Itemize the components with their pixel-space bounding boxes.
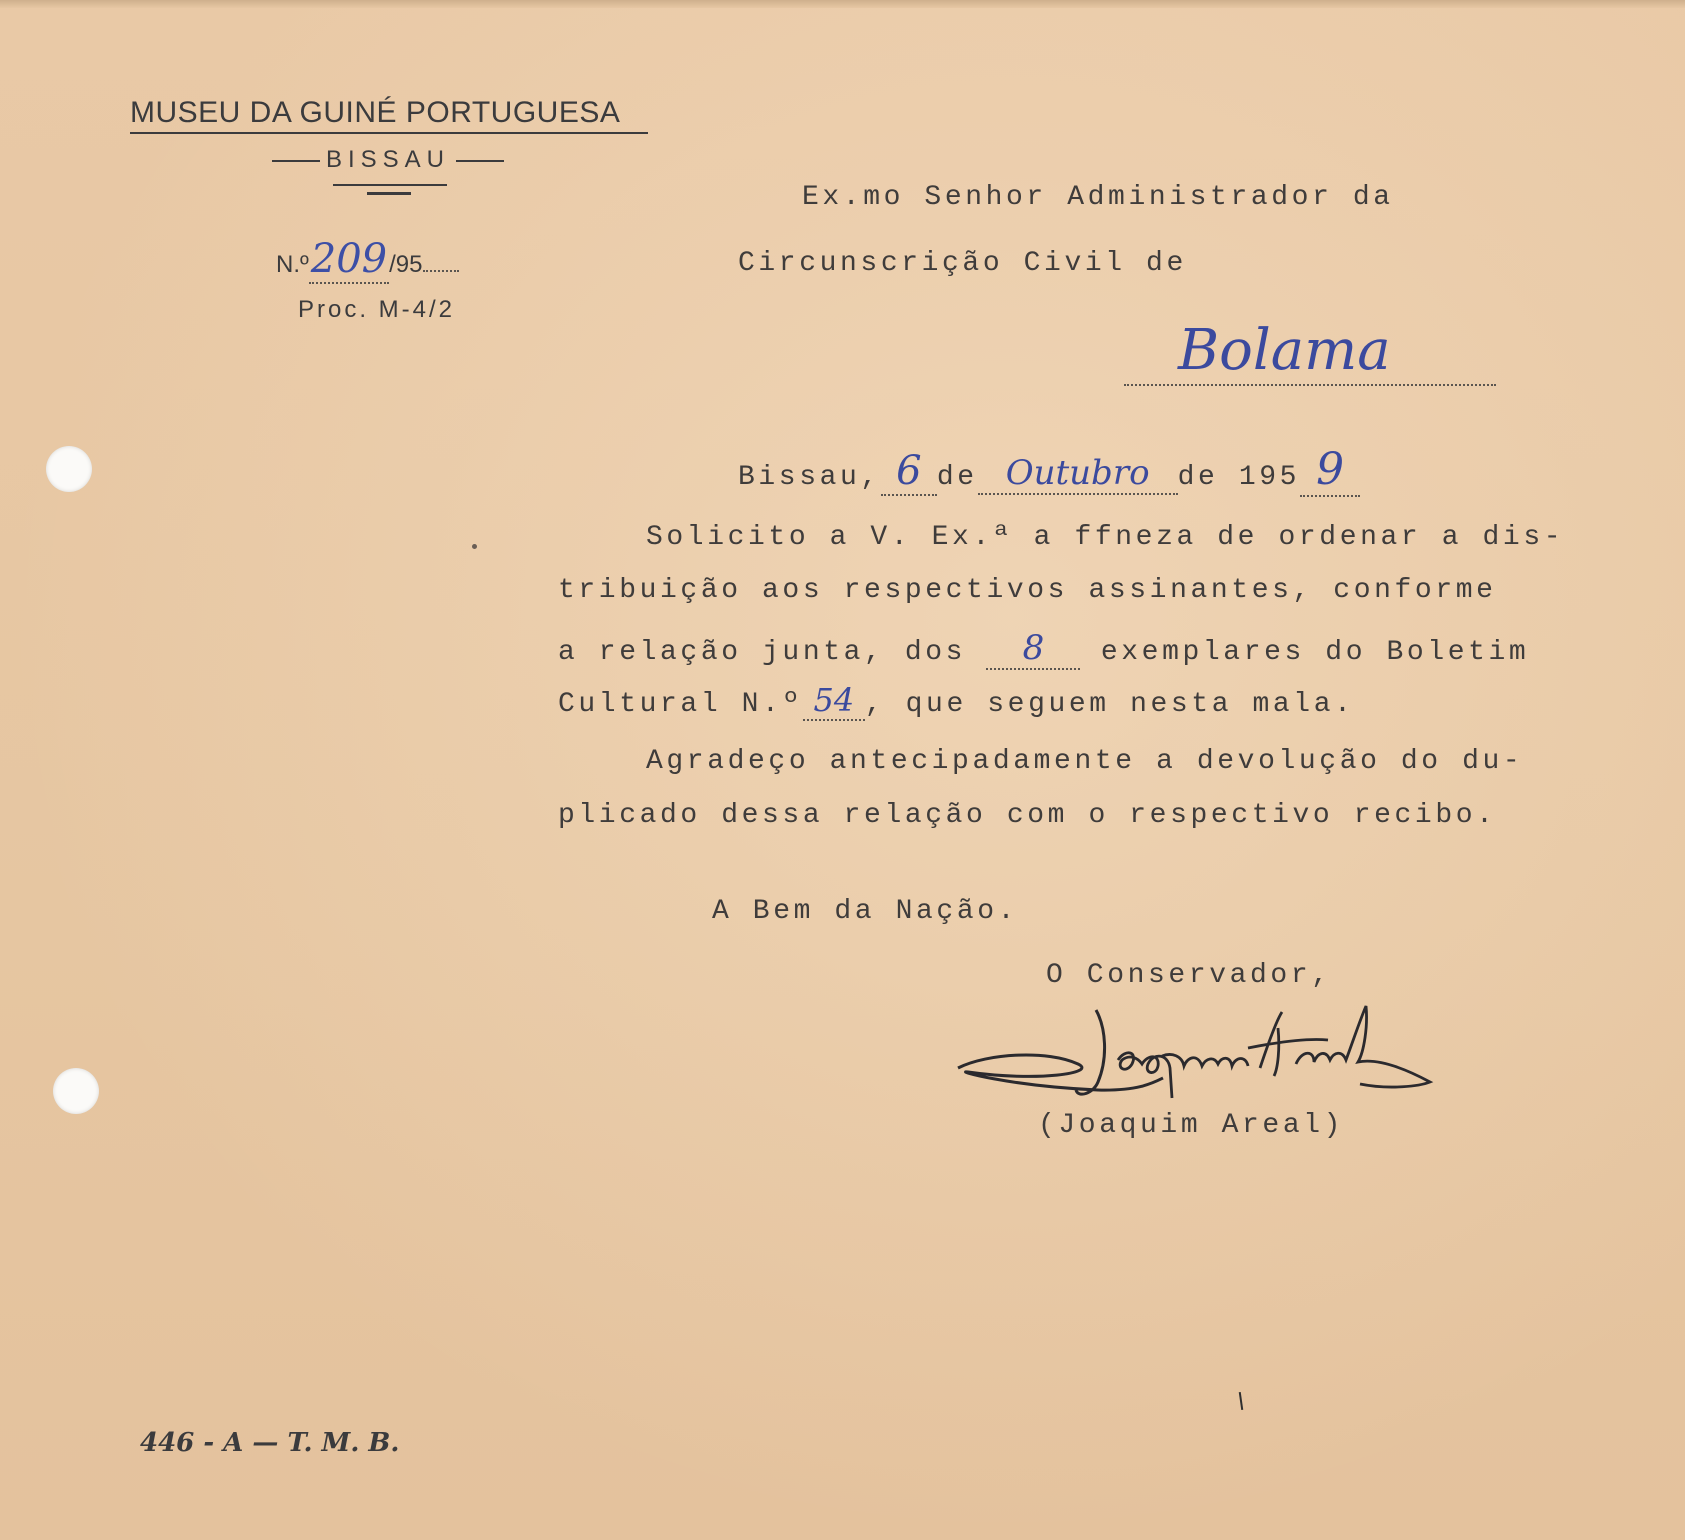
date-de-2: de [1177, 462, 1219, 493]
ref-year: 95 [395, 251, 423, 278]
paper-speck [472, 544, 477, 549]
body-p2-line1: Agradeço antecipadamente a devolução do du- [646, 746, 1524, 777]
address-place-handwritten: Bolama [1178, 318, 1391, 383]
ref-dots [423, 270, 459, 272]
copies-count: 8 [986, 628, 1080, 670]
date-line [738, 444, 1360, 497]
body-p1-line1: Solicito a V. Ex.ª a ffneza de ordenar a dis- [646, 522, 1565, 553]
letterhead-institution: MUSEU DA GUINÉ PORTUGUESA [130, 96, 648, 134]
closing-title: O Conservador, [1046, 960, 1332, 991]
city-label: BISSAU [325, 146, 451, 173]
city-dash-right [456, 160, 504, 162]
body-p1-line3 [558, 628, 1529, 670]
process-number: Proc. M-4/2 [298, 296, 456, 323]
handwritten-signature [948, 998, 1468, 1118]
city-dash-left [272, 160, 320, 162]
closing-salutation: A Bem da Nação. [712, 896, 1019, 927]
page-top-edge [0, 0, 1685, 8]
body-p1-line2: tribuição aos respectivos assinantes, conforme [558, 575, 1497, 606]
body-p1-line3-start: a relação junta, dos [558, 637, 967, 668]
letterhead-city [256, 146, 520, 174]
body-p1-line3-end: exemplares do Boletim [1100, 637, 1530, 668]
body-p1-line4-end: , que seguem nesta mala. [864, 689, 1355, 720]
ref-prefix: N.º [276, 251, 309, 278]
pencil-mark [1239, 1392, 1243, 1410]
address-line-1: Ex.mo Senhor Administrador da [802, 182, 1394, 213]
signatory-name: (Joaquim Areal) [1038, 1110, 1345, 1141]
punch-hole-bottom [53, 1068, 99, 1114]
letterhead-rule [333, 184, 447, 186]
body-p1-line4 [558, 681, 1355, 721]
date-city: Bissau, [738, 462, 881, 493]
date-year-digit: 9 [1300, 444, 1360, 497]
bulletin-number: 54 [803, 681, 865, 721]
printer-code: 446 - A — T. M. B. [140, 1428, 400, 1458]
body-p2-line2: plicado dessa relação com o respectivo recibo. [558, 800, 1497, 831]
punch-hole-top [46, 446, 92, 492]
letterhead-rule-short [367, 192, 411, 195]
address-line-2: Circunscrição Civil de [738, 248, 1187, 279]
date-year-prefix: 195 [1238, 462, 1301, 493]
ref-number-handwritten: 209 [310, 236, 388, 282]
date-day: 6 [881, 448, 937, 496]
address-place-field [1124, 318, 1496, 386]
body-p1-line4-start: Cultural N.º [558, 689, 803, 720]
date-month: Outubro [978, 453, 1178, 495]
reference-number: N.º209/95 [276, 236, 459, 282]
date-de-1: de [936, 462, 978, 493]
